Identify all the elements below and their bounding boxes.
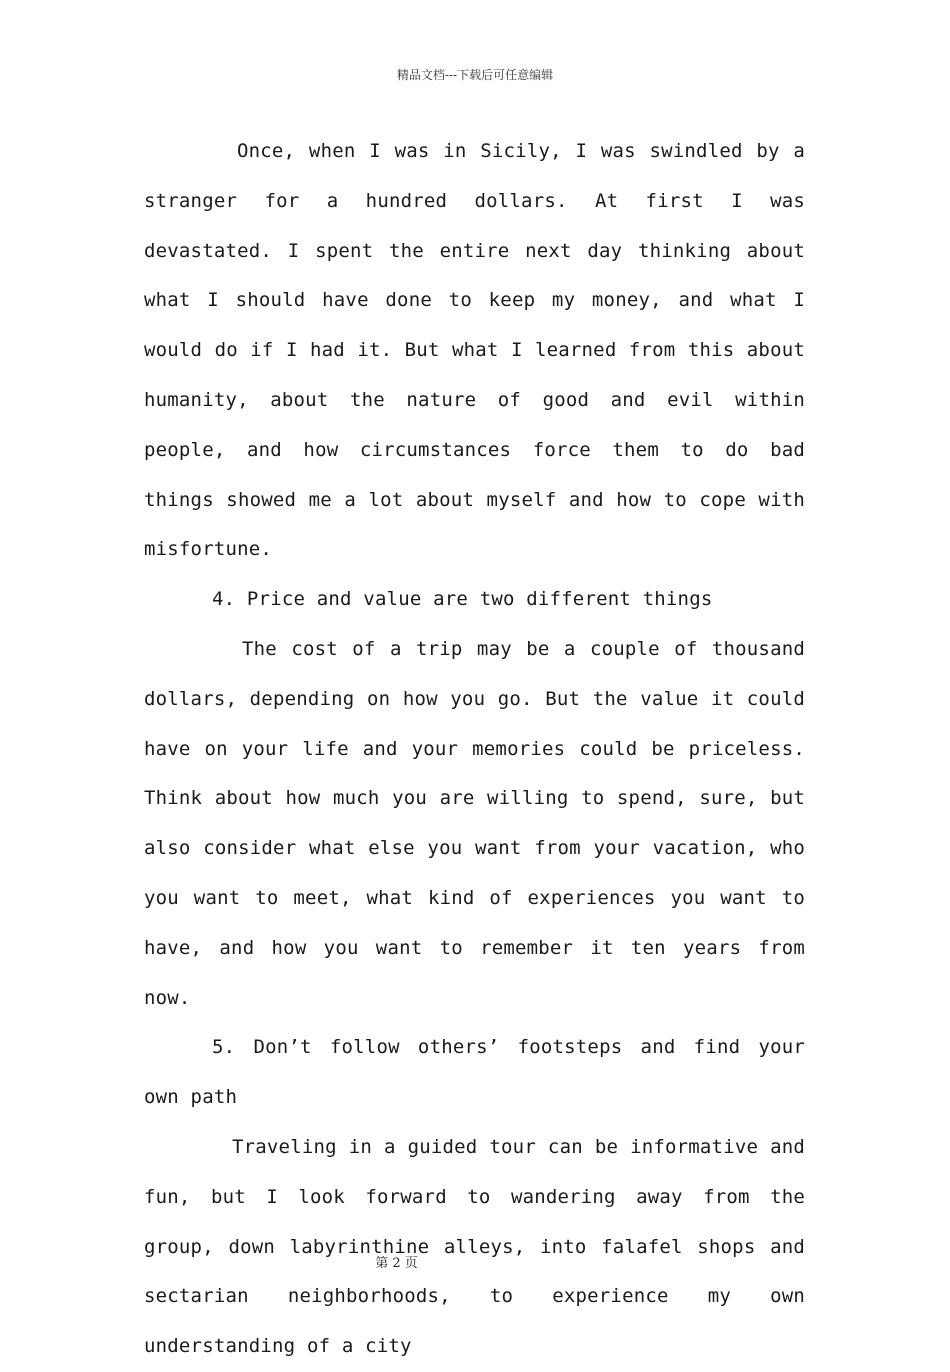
paragraph-sicily: Once, when I was in Sicily, I was swindled by a stranger for a hundred dollars. At first I was devastated. I spent the entire next day thinking about what I should have done to keep my money, and what I would do if I had it. But what I learned from this about humanity, about the nature of good and evil within people, and how circumstances force them to do bad things showed me a lot about myself and how to cope with misfortune. <box>144 140 805 561</box>
section-heading-4: 4. Price and value are two different things <box>212 588 713 611</box>
page-header: 精品文档---下载后可任意编辑 <box>396 68 554 82</box>
paragraph-price-value: The cost of a trip may be a couple of thousand dollars, depending on how you go. But the value it could have on your life and your memories could be priceless. Think about how much you are willing to spend, sure, but also consider what else you want from your vacation, who you want to meet, what kind of experiences you want to have, and how you want to remember it ten years from now. <box>144 637 805 1009</box>
paragraph-guided-tour: Traveling in a guided tour can be informative and fun, but I look forward to wandering away from the group, down labyrinthine alleys, into falafel shops and sectarian neighborhoods, to experience my own understanding of a city <box>144 1135 805 1358</box>
section-heading-5: 5. Don’t follow others’ footsteps and find your own path <box>144 1036 805 1109</box>
page-number: 第 2 页 <box>375 1256 418 1271</box>
document-body <box>144 127 805 1372</box>
